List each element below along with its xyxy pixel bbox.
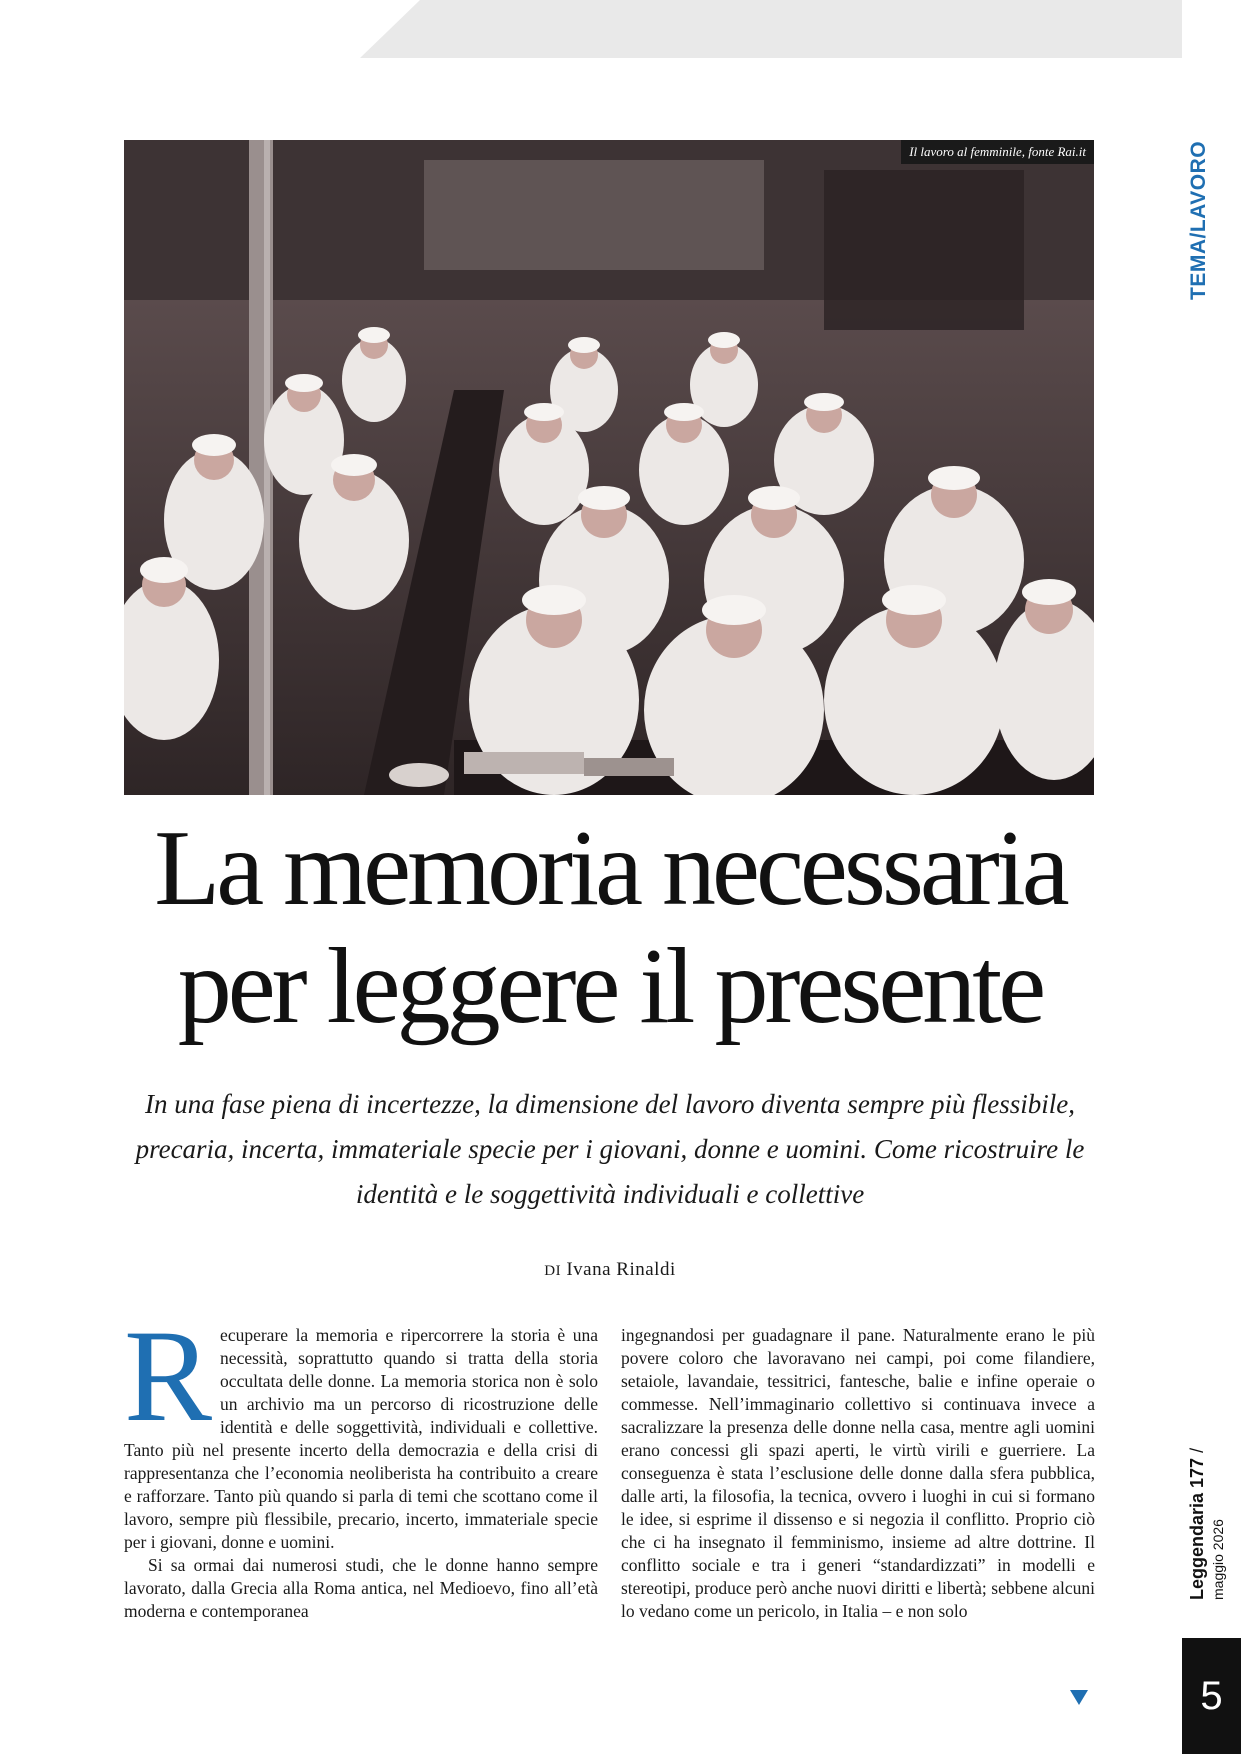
issue-date: maggio 2026 [1210, 1519, 1226, 1600]
page-corner-fold [0, 0, 1241, 58]
byline [110, 1259, 1110, 1281]
body-paragraph: Si sa ormai dai numerosi studi, che le donne hanno sempre lavorato, dalla Grecia alla Roma antica, nel Medioevo, fino all’età moderna e contemporanea [124, 1555, 598, 1621]
byline-author: Ivana Rinaldi [566, 1259, 676, 1280]
article-headline: La memoria necessaria per leggere il presente [154, 809, 1066, 1046]
article-photo [124, 140, 1094, 795]
section-tag: TEMA/LAVORO [1187, 140, 1210, 300]
byline-prefix: DI [544, 1263, 562, 1279]
factory-workers-illustration [124, 140, 1094, 795]
page-number: 5 [1182, 1638, 1241, 1754]
body-paragraph [124, 1302, 598, 1554]
body-column-right [621, 1324, 1095, 1623]
article-subtitle: In una fase piena di incertezze, la dimensione del lavoro diventa sempre più flessibile, precaria, incerta, immateriale specie per i giovani, donne e uomini. Come ricostruire le identità e le soggettività individuali e collettive [135, 1089, 1085, 1209]
magazine-issue: Leggendaria 177 [1187, 1457, 1207, 1600]
drop-cap: R [124, 1302, 213, 1449]
photo-caption: Il lavoro al femminile, fonte Rai.it [901, 140, 1094, 164]
triangle-down-icon [1070, 1690, 1088, 1705]
body-column-left [124, 1302, 598, 1623]
issue-info: Leggendaria 177 / maggio 2026 [1187, 1447, 1226, 1600]
body-paragraph: ingegnandosi per guadagnare il pane. Naturalmente erano le più povere coloro che lavoravano nei campi, poi come filandiere, setaiole, lavandaie, tessitrici, fantesche, balie e infine operaie o commesse. Nell’immaginario collettivo si continuava invece a sacralizzare la presenza delle donne nella casa, mentre agli uomini erano concessi gli spazi aperti, le virtù virili e guerriere. La conseguenza è stata l’esclusione delle donne dalla sfera pubblica, dalle arti, la filosofia, la tecnica, ovvero i luoghi in cui si formano le idee, si esprime il dissenso e si negozia il conflitto. Proprio ciò che ci ha insegnato il femminismo, insieme ad altre dottrine. Il conflitto sociale e tra i generi “standardizzati” in modelli e stereotipi, produce però anche nuovi diritti e libertà; sebbene alcuni lo vedano come un pericolo, in Italia – e non solo [621, 1325, 1095, 1621]
paragraph-text: ecuperare la memoria e ripercorrere la storia è una necessità, soprattutto quando si tratta della storia occultata delle donne. La memoria storica non è solo un archivio ma un percorso di ricostruzione delle identità e delle soggettività, individuali e collettive. Tanto più nel presente incerto della democrazia e della crisi di rappresentanza che l’economia neoliberista ha contribuito a creare e rafforzare. Tanto più quando si parla di temi che scottano come il lavoro, sempre più flessibile, precario, incerto, immateriale specie per i giovani, donne e uomini. [124, 1325, 598, 1552]
